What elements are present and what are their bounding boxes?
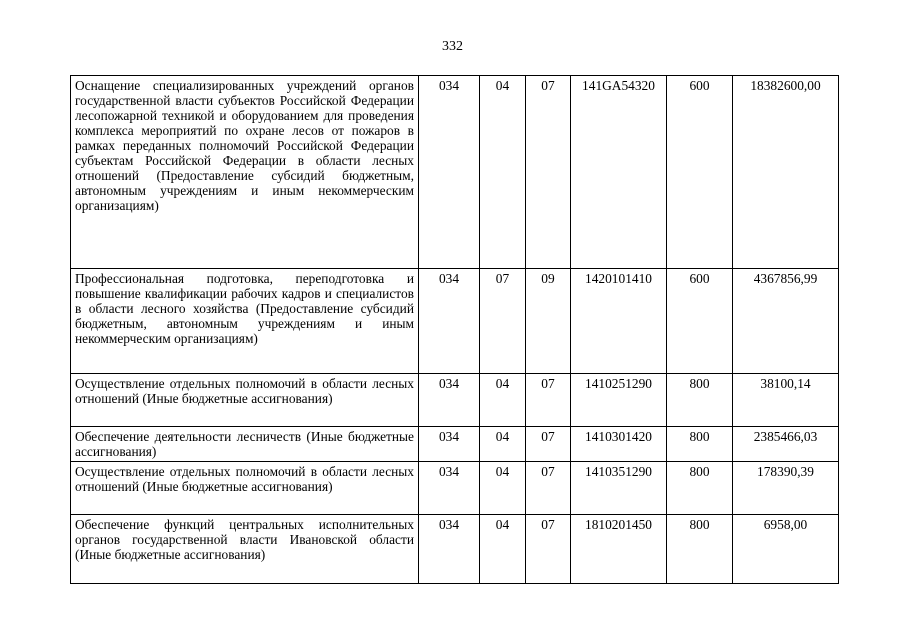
amount: 2385466,03: [733, 427, 839, 462]
table-row: [71, 76, 839, 269]
ministry-code: 034: [419, 427, 480, 462]
row-description: Осуществление отдельных полномочий в области лесных отношений (Иные бюджетные ассигнования): [71, 462, 419, 515]
target-article-code: 141GA54320: [571, 76, 667, 269]
subsection-code: 07: [526, 462, 571, 515]
table-row: [71, 269, 839, 374]
section-code: 04: [480, 462, 526, 515]
subsection-code: 07: [526, 515, 571, 584]
section-code: 04: [480, 427, 526, 462]
table-row: [71, 462, 839, 515]
row-description: Обеспечение функций центральных исполнительных органов государственной власти Ивановской области (Иные бюджетные ассигнования): [71, 515, 419, 584]
ministry-code: 034: [419, 76, 480, 269]
amount: 178390,39: [733, 462, 839, 515]
section-code: 07: [480, 269, 526, 374]
expense-type-code: 600: [667, 269, 733, 374]
table-row: [71, 427, 839, 462]
target-article-code: 1410251290: [571, 374, 667, 427]
amount: 38100,14: [733, 374, 839, 427]
table-row: [71, 515, 839, 584]
expense-type-code: 800: [667, 462, 733, 515]
target-article-code: 1810201450: [571, 515, 667, 584]
subsection-code: 09: [526, 269, 571, 374]
target-article-code: 1410301420: [571, 427, 667, 462]
page-number: 332: [442, 39, 463, 54]
row-description: Оснащение специализированных учреждений органов государственной власти субъектов Российской Федерации лесопожарной техникой и оборудованием для проведения комплекса мероприятий по охране лесов от пожаров в рамках переданных полномочий Российской Федерации субъектам Российской Федерации в области лесных отношений (Предоставление субсидий бюджетным, автономным учреждениям и иным некоммерческим организациям): [71, 76, 419, 269]
row-description: Профессиональная подготовка, переподготовка и повышение квалификации рабочих кадров и специалистов в области лесного хозяйства (Предоставление субсидий бюджетным, автономным учреждениям и иным некоммерческим организациям): [71, 269, 419, 374]
section-code: 04: [480, 76, 526, 269]
expense-type-code: 600: [667, 76, 733, 269]
amount: 4367856,99: [733, 269, 839, 374]
target-article-code: 1420101410: [571, 269, 667, 374]
subsection-code: 07: [526, 427, 571, 462]
expense-type-code: 800: [667, 374, 733, 427]
target-article-code: 1410351290: [571, 462, 667, 515]
table-row: [71, 374, 839, 427]
budget-table: [70, 75, 839, 584]
ministry-code: 034: [419, 462, 480, 515]
row-description: Обеспечение деятельности лесничеств (Иные бюджетные ассигнования): [71, 427, 419, 462]
section-code: 04: [480, 374, 526, 427]
ministry-code: 034: [419, 269, 480, 374]
expense-type-code: 800: [667, 515, 733, 584]
row-description: Осуществление отдельных полномочий в области лесных отношений (Иные бюджетные ассигнования): [71, 374, 419, 427]
ministry-code: 034: [419, 374, 480, 427]
ministry-code: 034: [419, 515, 480, 584]
amount: 18382600,00: [733, 76, 839, 269]
amount: 6958,00: [733, 515, 839, 584]
expense-type-code: 800: [667, 427, 733, 462]
subsection-code: 07: [526, 76, 571, 269]
subsection-code: 07: [526, 374, 571, 427]
section-code: 04: [480, 515, 526, 584]
